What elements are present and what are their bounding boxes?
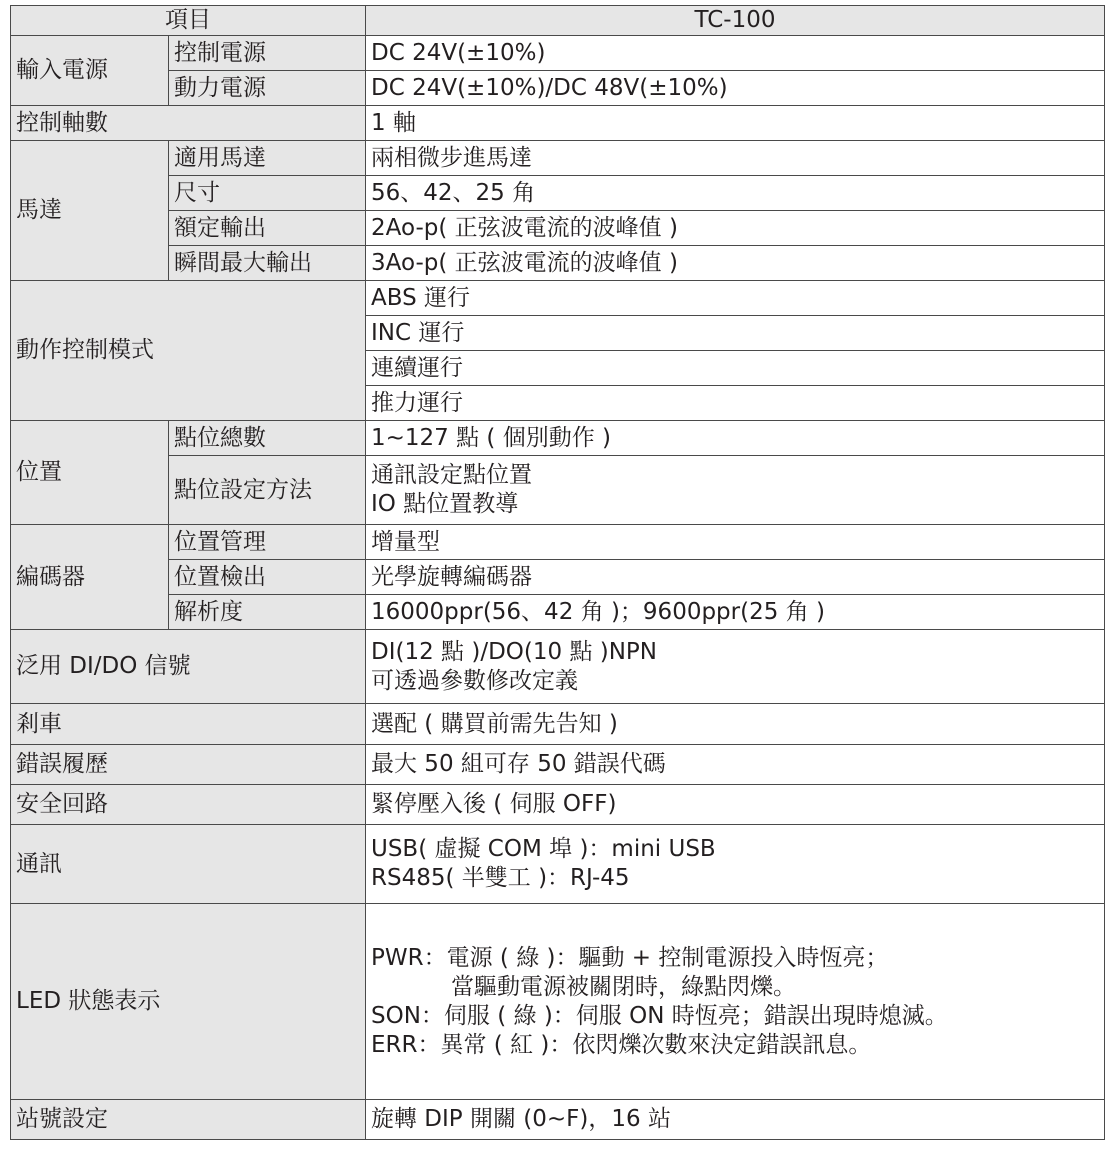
- method-label: 點位設定方法: [169, 456, 366, 525]
- dio-line: 可透過參數修改定義: [371, 667, 578, 694]
- motor-rated-value: 2Ao-p( 正弦波電流的波峰值 ): [366, 211, 1105, 246]
- motion-mode: 連續運行: [366, 351, 1105, 386]
- comm-line: USB( 虛擬 COM 埠 )：mini USB: [371, 836, 716, 862]
- table-row: [11, 1100, 1105, 1140]
- points-value: 1~127 點 ( 個別動作 ): [366, 421, 1105, 456]
- led-line: SON：伺服 ( 綠 )：伺服 ON 時恆亮；錯誤出現時熄滅。: [371, 1002, 948, 1029]
- encoder-mgmt-value: 增量型: [366, 525, 1105, 560]
- encoder-res-label: 解析度: [169, 595, 366, 630]
- motor-peak-label: 瞬間最大輸出: [169, 246, 366, 281]
- encoder-mgmt-label: 位置管理: [169, 525, 366, 560]
- table-row: [11, 176, 1105, 211]
- table-row: [11, 246, 1105, 281]
- table-row: [11, 904, 1105, 1100]
- motor-type-value: 兩相微步進馬達: [366, 141, 1105, 176]
- table-row: [11, 630, 1105, 704]
- brake-label: 剎車: [11, 704, 366, 745]
- motion-mode: ABS 運行: [366, 281, 1105, 316]
- drive-power-value: DC 24V(±10%)/DC 48V(±10%): [366, 71, 1105, 106]
- led-label: LED 狀態表示: [11, 904, 366, 1100]
- led-line: 當驅動電源被關閉時，綠點閃爍。: [451, 973, 796, 1000]
- encoder-group-label: 編碼器: [11, 525, 169, 630]
- table-row: [11, 525, 1105, 560]
- table-row: [11, 71, 1105, 106]
- table-row: [11, 141, 1105, 176]
- power-group-label: 輸入電源: [11, 36, 169, 106]
- motor-type-label: 適用馬達: [169, 141, 366, 176]
- brake-value: 選配 ( 購買前需先告知 ): [366, 704, 1105, 745]
- encoder-res-value: 16000ppr(56、42 角 )；9600ppr(25 角 ): [366, 595, 1105, 630]
- motor-rated-label: 額定輸出: [169, 211, 366, 246]
- encoder-detect-label: 位置檢出: [169, 560, 366, 595]
- header-row: [11, 6, 1105, 36]
- control-power-label: 控制電源: [169, 36, 366, 71]
- comm-line: RS485( 半雙工 )：RJ-45: [371, 865, 630, 891]
- dio-value: [366, 630, 1105, 704]
- motion-group-label: 動作控制模式: [11, 281, 366, 421]
- encoder-detect-value: 光學旋轉編碼器: [366, 560, 1105, 595]
- drive-power-label: 動力電源: [169, 71, 366, 106]
- table-row: [11, 704, 1105, 745]
- table-row: [11, 595, 1105, 630]
- comm-label: 通訊: [11, 825, 366, 904]
- led-line: ERR：異常 ( 紅 )：依閃爍次數來決定錯誤訊息。: [371, 1031, 872, 1058]
- station-label: 站號設定: [11, 1100, 366, 1140]
- method-line: 通訊設定點位置: [371, 462, 532, 488]
- led-value: [366, 904, 1105, 1100]
- station-value: 旋轉 DIP 開關 (0~F)，16 站: [366, 1100, 1105, 1140]
- header-model: TC-100: [366, 6, 1105, 36]
- table-row: [11, 36, 1105, 71]
- led-line: PWR：電源 ( 綠 )：驅動 + 控制電源投入時恆亮；: [371, 944, 889, 971]
- control-power-value: DC 24V(±10%): [366, 36, 1105, 71]
- motion-mode: 推力運行: [366, 386, 1105, 421]
- axes-label: 控制軸數: [11, 106, 366, 141]
- dio-line: DI(12 點 )/DO(10 點 )NPN: [371, 638, 658, 665]
- table-row: [11, 825, 1105, 904]
- safety-label: 安全回路: [11, 785, 366, 825]
- points-label: 點位總數: [169, 421, 366, 456]
- method-line: IO 點位置教導: [371, 491, 519, 517]
- safety-value: 緊停壓入後 ( 伺服 OFF): [366, 785, 1105, 825]
- table-row: [11, 106, 1105, 141]
- motor-size-label: 尺寸: [169, 176, 366, 211]
- table-row: [11, 211, 1105, 246]
- motor-size-value: 56、42、25 角: [366, 176, 1105, 211]
- table-row: [11, 421, 1105, 456]
- header-item: 項目: [11, 6, 366, 36]
- position-group-label: 位置: [11, 421, 169, 525]
- table-row: [11, 745, 1105, 785]
- table-row: [11, 281, 1105, 316]
- motor-peak-value: 3Ao-p( 正弦波電流的波峰值 ): [366, 246, 1105, 281]
- spec-table: [10, 5, 1105, 1140]
- table-row: [11, 456, 1105, 525]
- table-row: [11, 560, 1105, 595]
- comm-value: [366, 825, 1105, 904]
- motion-mode: INC 運行: [366, 316, 1105, 351]
- dio-label: 泛用 DI/DO 信號: [11, 630, 366, 704]
- error-history-value: 最大 50 組可存 50 錯誤代碼: [366, 745, 1105, 785]
- motor-group-label: 馬達: [11, 141, 169, 281]
- axes-value: 1 軸: [366, 106, 1105, 141]
- method-value: [366, 456, 1105, 525]
- error-history-label: 錯誤履歷: [11, 745, 366, 785]
- table-row: [11, 785, 1105, 825]
